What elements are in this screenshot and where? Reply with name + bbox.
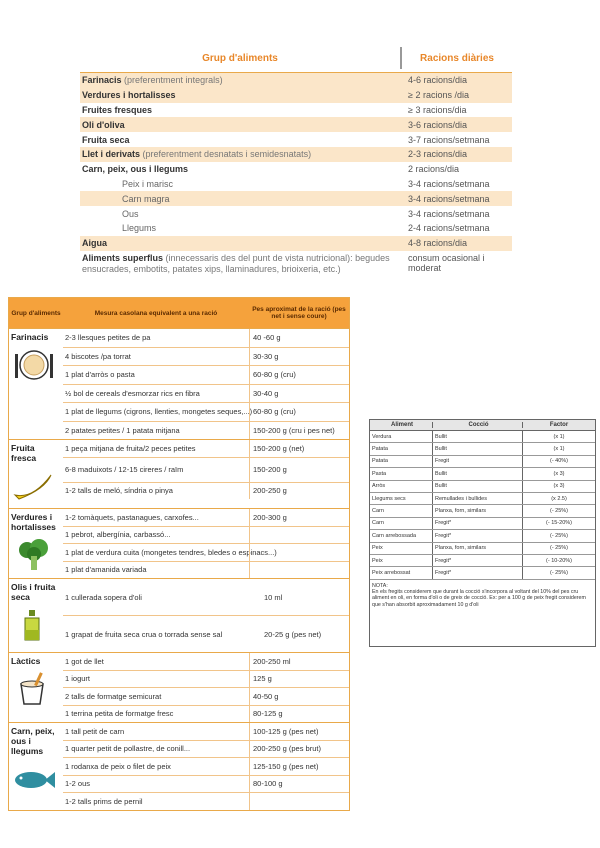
cooking-row [370,518,595,530]
rations-subrow-value: 3-4 racions/setmana [408,178,490,189]
portion-group-label [9,723,63,810]
portion-rows [63,723,349,810]
portion-row [63,741,349,759]
food-group-name: Farinacis [82,75,122,86]
portion-measure: ½ bol de cereals d'esmorzar rics en fibra [65,388,200,398]
portion-measure: 1 grapat de fruita seca crua o torrada sense sal [65,629,223,639]
food-group-name: Oli d'oliva [82,119,125,130]
portion-row [63,509,349,527]
rations-subrow-value: 3-4 racions/setmana [408,193,490,204]
portion-weight: 150-200 g (net) [249,440,349,457]
rations-row-label [80,90,400,100]
portion-row [63,403,349,422]
superfluous-label: Aliments superflus [82,252,164,263]
portion-weight: 10 ml [264,592,283,602]
cooking-food: Llegums secs [372,495,406,502]
rations-subrow-label: Carn magra [122,193,170,204]
rations-row-label [80,120,400,130]
rations-row [80,88,512,103]
cooking-factor: (- 10-20%) [522,555,595,566]
daily-rations-table [80,44,512,283]
portions-table [8,297,350,811]
portion-weight: 20-25 g (pes net) [264,629,322,639]
cooking-factor: (x 2.5) [522,493,595,504]
portion-weight: 200-250 ml [249,653,349,670]
food-group-note: (preferentment desnatats i semidesnatats) [140,149,312,160]
portion-weight: 200-250 g [249,483,349,500]
rations-row-value: 3-7 racions/setmana [408,134,490,145]
portion-row [63,329,349,348]
fish-icon [11,762,61,798]
water-value: 4-8 racions/dia [408,238,468,249]
cooking-factor: (- 25%) [522,543,595,554]
rations-subrow-label: Llegums [122,223,157,234]
portion-group [9,328,349,439]
rations-row-label [80,164,400,174]
portion-group-label [9,653,63,722]
cooking-row [370,443,595,455]
cooking-factor: (x 3) [522,468,595,479]
rations-subrow-label: Ous [122,208,139,219]
portion-group [9,652,349,722]
portion-row [63,562,349,579]
portion-measure: 1 tall petit de carn [65,726,125,736]
cooking-method: Planxa, forn, similars [432,505,522,516]
portion-row [63,458,349,483]
portion-rows [63,579,349,652]
portion-row [63,688,349,706]
portion-row [63,793,349,810]
cooking-row [370,493,595,505]
portion-measure: 1 plat de verdura cuita (mongetes tendres, bledes o espinacs...) [65,547,277,557]
yogurt-spoon-icon [11,672,61,708]
portion-measure: 1-2 ous [65,779,91,789]
rations-row-value: 4-6 racions/dia [408,75,468,86]
portion-measure: 1-2 tomàquets, pastanagues, carxofes... [65,512,199,522]
cooking-food: Peix arrebossat [372,569,411,576]
portion-measure: 1 got de llet [65,656,104,666]
rations-row-label [80,105,400,115]
portion-weight: 80-100 g [249,776,349,793]
portion-weight: 125-150 g (pes net) [249,758,349,775]
cooking-row [370,431,595,443]
portions-header-measure: Mesura casolana equivalent a una ració [94,309,218,317]
portion-measure: 1 peça mitjana de fruita/2 peces petites [65,443,196,453]
rations-row-value: ≥ 2 racions /dia [408,90,469,101]
broccoli-icon [11,538,61,574]
rations-row-label [80,135,400,145]
portion-rows [63,653,349,722]
cooking-header-factor: Factor [522,422,595,428]
portion-weight: 80-125 g [249,706,349,723]
cooking-factor: (- 25%) [522,567,595,578]
cooking-food: Patata [372,458,388,465]
cooking-row [370,530,595,542]
portion-measure: 2 patates petites / 1 patata mitjana [65,425,180,435]
portion-row [63,385,349,404]
cooking-note [370,580,595,611]
portion-measure: 1 pebrot, albergínia, carbassó... [65,530,171,540]
food-group-name: Verdures i hortalisses [82,90,176,101]
portion-group-name: Farinacis [11,332,49,342]
cooking-row [370,567,595,579]
oil-bottle-icon [11,608,61,644]
portion-weight: 60-80 g (cru) [249,366,349,384]
plate-cutlery-icon [11,348,61,384]
cooking-method: Fregit* [432,530,522,541]
portion-group [9,578,349,652]
portion-measure: 2 talls de formatge semicurat [65,691,162,701]
rations-subrow [80,221,512,236]
portion-measure: 1 iogurt [65,674,91,684]
rations-subrow-label: Peix i marisc [122,178,174,189]
portion-measure: 1 quarter petit de pollastre, de conill... [65,744,191,754]
cooking-row [370,505,595,517]
portion-row [63,422,349,440]
cooking-food: Verdura [372,433,392,440]
superfluous-desc: (innecessaris des del punt de vista nutricional): begudes ensucrades, embotits, patates xips, llaminadures, brioixeria, etc.) [82,252,390,274]
rations-row-value: 2-3 racions/dia [408,149,468,160]
rations-subrow [80,177,512,192]
portion-row [63,723,349,741]
cooking-method: Bullit [432,431,522,442]
portion-weight: 150-200 g (cru i pes net) [249,422,349,440]
portion-weight: 30-30 g [249,348,349,366]
cooking-header [370,420,595,431]
portion-group [9,439,349,508]
header-food-group: Grup d'aliments [202,52,278,64]
portions-header-weight: Pes aproximat de la ració (pes net i sense coure) [252,306,346,320]
rations-subrow [80,191,512,206]
cooking-factor: (- 40%) [522,456,595,467]
portion-row [63,366,349,385]
portion-weight [249,544,349,561]
portion-weight [249,562,349,579]
cooking-row [370,543,595,555]
portion-measure: 6-8 maduixots / 12-15 cireres / raïm [65,465,184,474]
portion-row [63,706,349,723]
portion-measure: 4 biscotes /pa torrat [65,351,131,361]
food-group-name: Fruites fresques [82,104,153,115]
portion-measure: 1 plat d'amanida variada [65,565,147,575]
portion-measure: 1 rodanxa de peix o filet de peix [65,761,171,771]
portion-measure: 1 plat de llegums (cigrons, llenties, mongetes seques,...) [65,407,253,417]
cooking-row [370,468,595,480]
cooking-method: Fregit* [432,555,522,566]
portions-header-group: Grup d'aliments [11,309,61,317]
cooking-method: Bullit [432,468,522,479]
portion-group-name: Fruita fresca [11,443,37,463]
rations-row-value: ≥ 3 racions/dia [408,104,467,115]
rations-row-label [80,149,400,159]
food-group-name: Carn, peix, ous i llegums [82,164,189,175]
rations-row [80,147,512,162]
portion-row [63,527,349,545]
portion-weight [249,527,349,544]
cooking-factor: (- 25%) [522,530,595,541]
portion-group-label [9,579,63,652]
portion-weight: 30-40 g [249,385,349,403]
cooking-header-method: Cocció [432,422,522,428]
portion-weight: 60-80 g (cru) [249,403,349,421]
rations-row [80,162,512,177]
note-body: En els fregits considerem que durant la cocció s'incorpora al voltant del 10% del pes cru aliment en oli, en forma d'oli o de greix de cocció. Ex: per a 100 g de peix fregit considerem que s'han absorbit aproximadament 10 g d'oli [372,588,586,608]
cooking-method: Fregit* [432,567,522,578]
cooking-method: Planxa, forn, similars [432,543,522,554]
rations-subrow [80,206,512,221]
rations-row-superfluous [80,251,512,283]
cooking-food: Carn arrebossada [372,532,417,539]
rations-row [80,73,512,88]
portion-weight: 125 g [249,671,349,688]
food-group-note: (preferentment integrals) [121,75,223,86]
cooking-food: Carn [372,508,384,515]
cooking-food: Carn [372,520,384,527]
cooking-factor-table [369,419,596,647]
portion-row [63,776,349,794]
portion-measure: 1 plat d'arròs o pasta [65,370,135,380]
rations-subrow-value: 3-4 racions/setmana [408,208,490,219]
cooking-factor: (- 15-20%) [522,518,595,529]
portion-row [63,653,349,671]
cooking-header-food: Aliment [390,422,413,428]
portion-weight: 200-300 g [249,509,349,526]
portion-group-label [9,440,63,508]
portion-group-name: Olis i fruita seca [11,582,56,602]
portion-measure: 1-2 talls de meló, síndria o pinya [65,486,173,496]
portion-measure: 1 cullerada sopera d'oli [65,592,142,602]
rations-row-value: 2 racions/dia [408,164,460,175]
rations-subrow-value: 2-4 racions/setmana [408,223,490,234]
portion-group [9,508,349,578]
cooking-row [370,555,595,567]
portion-group-name: Verdures i hortalisses [11,512,56,532]
portion-row [63,579,349,616]
food-group-name: Llet i derivats [82,149,141,160]
daily-rations-header [80,44,512,73]
cooking-row [370,456,595,468]
cooking-factor: (x 3) [522,481,595,492]
portion-group [9,722,349,810]
cooking-factor: (x 1) [522,443,595,454]
rations-row-value: 3-6 racions/dia [408,119,468,130]
portion-measure: 1-2 talls prims de pernil [65,796,143,806]
portion-row [63,440,349,458]
portion-weight: 200-250 g (pes brut) [249,741,349,758]
food-group-name: Fruita seca [82,134,130,145]
portion-group-name: Carn, peix, ous i llegums [11,726,55,756]
portion-row [63,671,349,689]
portion-weight: 40 -60 g [249,329,349,347]
water-label: Aigua [82,238,108,249]
cooking-factor: (x 1) [522,431,595,442]
superfluous-value: consum ocasional i moderat [408,252,485,273]
portion-row [63,758,349,776]
banana-icon [11,469,61,505]
cooking-method: Bullit [432,481,522,492]
portion-group-name: Làctics [11,656,41,666]
cooking-food: Patata [372,446,388,453]
portion-row [63,483,349,500]
rations-row [80,132,512,147]
portions-header [9,298,349,328]
rations-row [80,103,512,118]
portion-measure: 1 terrina petita de formatge fresc [65,709,174,719]
cooking-method: Fregit* [432,518,522,529]
portion-row [63,616,349,652]
cooking-food: Pasta [372,470,387,477]
cooking-method: Bullit [432,443,522,454]
cooking-factor: (- 25%) [522,505,595,516]
portion-measure: 2-3 llesques petites de pa [65,333,151,343]
cooking-row [370,481,595,493]
cooking-method: Remullades i bullides [432,493,522,504]
header-rations: Racions diàries [420,52,494,64]
portion-weight: 40-50 g [249,688,349,705]
cooking-food: Peix [372,545,383,552]
portion-rows [63,440,349,508]
portion-weight: 100-125 g (pes net) [249,723,349,740]
rations-row-label [80,75,400,85]
portion-group-label [9,509,63,578]
note-title: NOTA: [372,582,388,589]
portion-weight [249,793,349,810]
rations-row-water [80,236,512,251]
portion-rows [63,329,349,439]
portion-row [63,544,349,562]
portion-weight: 150-200 g [249,458,349,482]
portion-rows [63,509,349,578]
cooking-method: Fregit [432,456,522,467]
portion-group-label [9,329,63,439]
cooking-food: Arròs [372,483,386,490]
cooking-food: Peix [372,557,383,564]
portion-row [63,348,349,367]
rations-row [80,117,512,132]
